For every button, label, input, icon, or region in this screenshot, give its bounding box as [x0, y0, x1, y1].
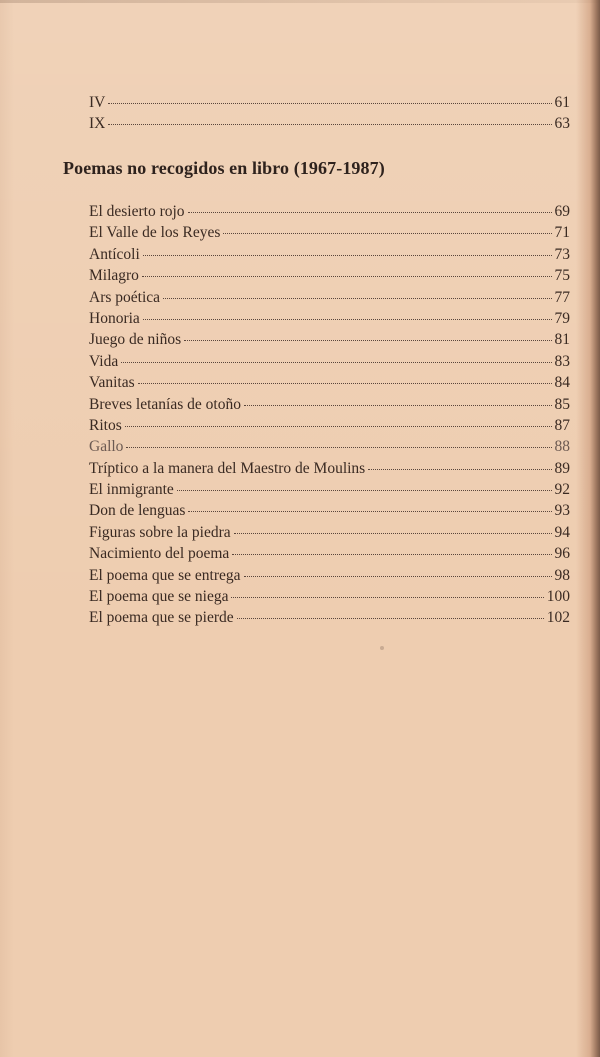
- toc-entry-page: 92: [554, 481, 570, 499]
- toc-entry-page: 98: [554, 566, 570, 584]
- toc-entry-title: El inmigrante: [89, 481, 174, 499]
- dot-leader: [163, 298, 551, 299]
- toc-entry-page: 96: [554, 545, 570, 563]
- toc-entry-title: Ars poética: [89, 288, 161, 306]
- dot-leader: [126, 447, 551, 448]
- toc-entry-title: Vanitas: [89, 374, 135, 392]
- toc-entry-page: 94: [554, 523, 570, 541]
- dot-leader: [143, 319, 552, 320]
- toc-entry-title: Milagro: [89, 267, 139, 285]
- toc-entry-page: 73: [554, 245, 570, 263]
- toc-entry-page: 88: [554, 438, 570, 456]
- toc-entry-title: El poema que se niega: [89, 588, 229, 606]
- toc-entry: [89, 415, 570, 436]
- toc-entry-title: Vida: [89, 352, 119, 370]
- toc-entry-title: Don de lenguas: [89, 502, 186, 520]
- toc-entry-page: 100: [546, 588, 570, 606]
- toc-entry: [89, 500, 570, 521]
- toc-entry: [89, 222, 570, 243]
- toc-entry-page: 77: [554, 288, 570, 306]
- paper-smudge: [380, 646, 384, 650]
- dot-leader: [108, 124, 551, 125]
- dot-leader: [188, 511, 551, 512]
- dot-leader: [143, 255, 552, 256]
- toc-entry: [89, 92, 570, 113]
- toc-entry: [89, 351, 570, 372]
- section-heading: Poemas no recogidos en libro (1967-1987): [63, 158, 385, 178]
- page-top-edge: [0, 0, 600, 3]
- toc-list-previous: [89, 92, 570, 135]
- toc-entry: [89, 287, 570, 308]
- toc-entry-page: 81: [554, 331, 570, 349]
- dot-leader: [125, 426, 552, 427]
- dot-leader: [142, 276, 552, 277]
- toc-entry-title: Nacimiento del poema: [89, 545, 230, 563]
- dot-leader: [244, 576, 552, 577]
- toc-entry-page: 75: [554, 267, 570, 285]
- toc-entry: [89, 244, 570, 265]
- toc-entry-title: Tríptico a la manera del Maestro de Moulins: [89, 459, 366, 477]
- dot-leader: [223, 233, 551, 234]
- toc-entry-title: Antícoli: [89, 245, 140, 263]
- dot-leader: [138, 383, 552, 384]
- toc-entry-title: Ritos: [89, 416, 122, 434]
- toc-entry-title: Juego de niños: [89, 331, 182, 349]
- dot-leader: [237, 618, 544, 619]
- dot-leader: [108, 103, 551, 104]
- toc-entry-page: 61: [554, 94, 570, 111]
- toc-entry-title: IX: [89, 115, 106, 133]
- toc-entry-page: 83: [554, 352, 570, 370]
- toc-list-section: [89, 201, 570, 629]
- toc-entry-title: IV: [89, 94, 106, 111]
- dot-leader: [232, 554, 551, 555]
- toc-entry: [89, 201, 570, 222]
- toc-entry-title: Gallo: [89, 438, 124, 456]
- toc-entry-title: El poema que se entrega: [89, 566, 241, 584]
- toc-entry-page: 89: [554, 459, 570, 477]
- toc-entry: [89, 479, 570, 500]
- toc-entry-title: El poema que se pierde: [89, 609, 234, 627]
- toc-entry-title: Honoria: [89, 309, 140, 327]
- dot-leader: [234, 533, 552, 534]
- dot-leader: [184, 340, 551, 341]
- toc-entry-page: 85: [554, 395, 570, 413]
- toc-entry: [89, 372, 570, 393]
- dot-leader: [121, 362, 551, 363]
- dot-leader: [231, 597, 543, 598]
- toc-entry: [89, 308, 570, 329]
- toc-entry-title: El Valle de los Reyes: [89, 224, 221, 242]
- toc-entry-page: 102: [546, 609, 570, 627]
- dot-leader: [368, 469, 551, 470]
- toc-entry-title: Breves letanías de otoño: [89, 395, 241, 413]
- toc-entry: [89, 329, 570, 350]
- dot-leader: [177, 490, 552, 491]
- toc-entry: [89, 522, 570, 543]
- toc-entry-page: 79: [554, 309, 570, 327]
- toc-entry: [89, 565, 570, 586]
- toc-entry: [89, 265, 570, 286]
- toc-entry-page: 93: [554, 502, 570, 520]
- toc-entry-page: 71: [554, 224, 570, 242]
- toc-entry-page: 84: [554, 374, 570, 392]
- toc-entry: [89, 113, 570, 134]
- toc-entry: [89, 458, 570, 479]
- dot-leader: [188, 212, 552, 213]
- toc-entry-title: Figuras sobre la piedra: [89, 523, 231, 541]
- toc-entry: [89, 436, 570, 457]
- toc-entry: [89, 543, 570, 564]
- dot-leader: [244, 405, 552, 406]
- toc-entry: [89, 394, 570, 415]
- toc-entry: [89, 607, 570, 628]
- toc-entry-title: El desierto rojo: [89, 203, 185, 220]
- toc-entry-page: 69: [554, 203, 570, 220]
- toc-entry-page: 63: [554, 115, 570, 133]
- toc-entry: [89, 586, 570, 607]
- toc-entry-page: 87: [554, 416, 570, 434]
